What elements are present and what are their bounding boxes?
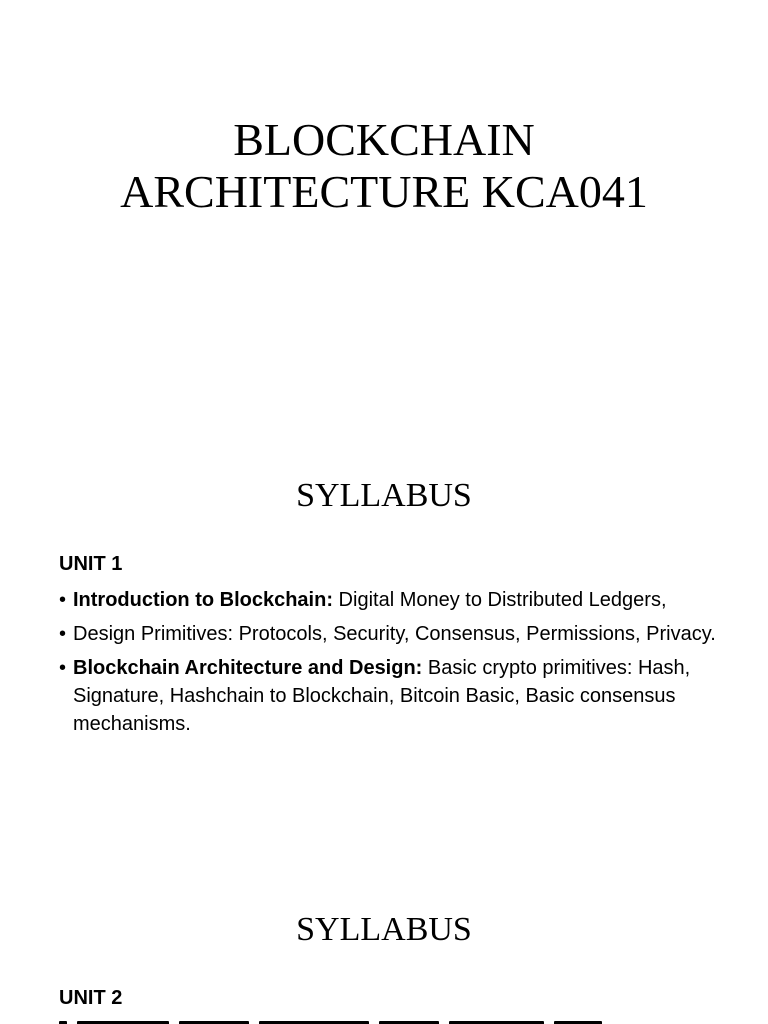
syllabus-slide-unit-1	[0, 440, 768, 880]
bullet-item	[59, 586, 729, 614]
syllabus-slide-unit-2	[0, 880, 768, 1024]
bullet-text: Design Primitives: Protocols, Security, Consensus, Permissions, Privacy.	[73, 623, 716, 645]
cropped-text-line	[59, 1016, 729, 1024]
bullet-bold-text: Introduction to Blockchain:	[73, 589, 333, 611]
slide-heading: SYLLABUS	[296, 911, 472, 948]
unit-label: UNIT 1	[59, 553, 123, 575]
title-line-2: ARCHITECTURE KCA041	[120, 166, 648, 217]
bullet-text: Digital Money to Distributed Ledgers,	[333, 589, 667, 611]
bullet-dot: •	[59, 623, 67, 645]
bullet-item	[59, 654, 729, 738]
bullet-dot: •	[59, 589, 67, 611]
presentation-title	[0, 114, 768, 218]
bullet-list	[59, 586, 729, 744]
unit-label: UNIT 2	[59, 987, 123, 1009]
slide-heading: SYLLABUS	[296, 477, 472, 514]
title-line-1: BLOCKCHAIN	[233, 114, 535, 165]
bullet-dot: •	[59, 657, 67, 679]
bullet-text: Basic crypto primitives: Hash, Signature, Hashchain to Blockchain, Bitcoin Basic, Basic consensus mechanisms.	[73, 657, 691, 735]
bullet-item	[59, 620, 729, 648]
bullet-bold-text: Blockchain Architecture and Design:	[73, 657, 423, 679]
title-slide	[0, 0, 768, 440]
